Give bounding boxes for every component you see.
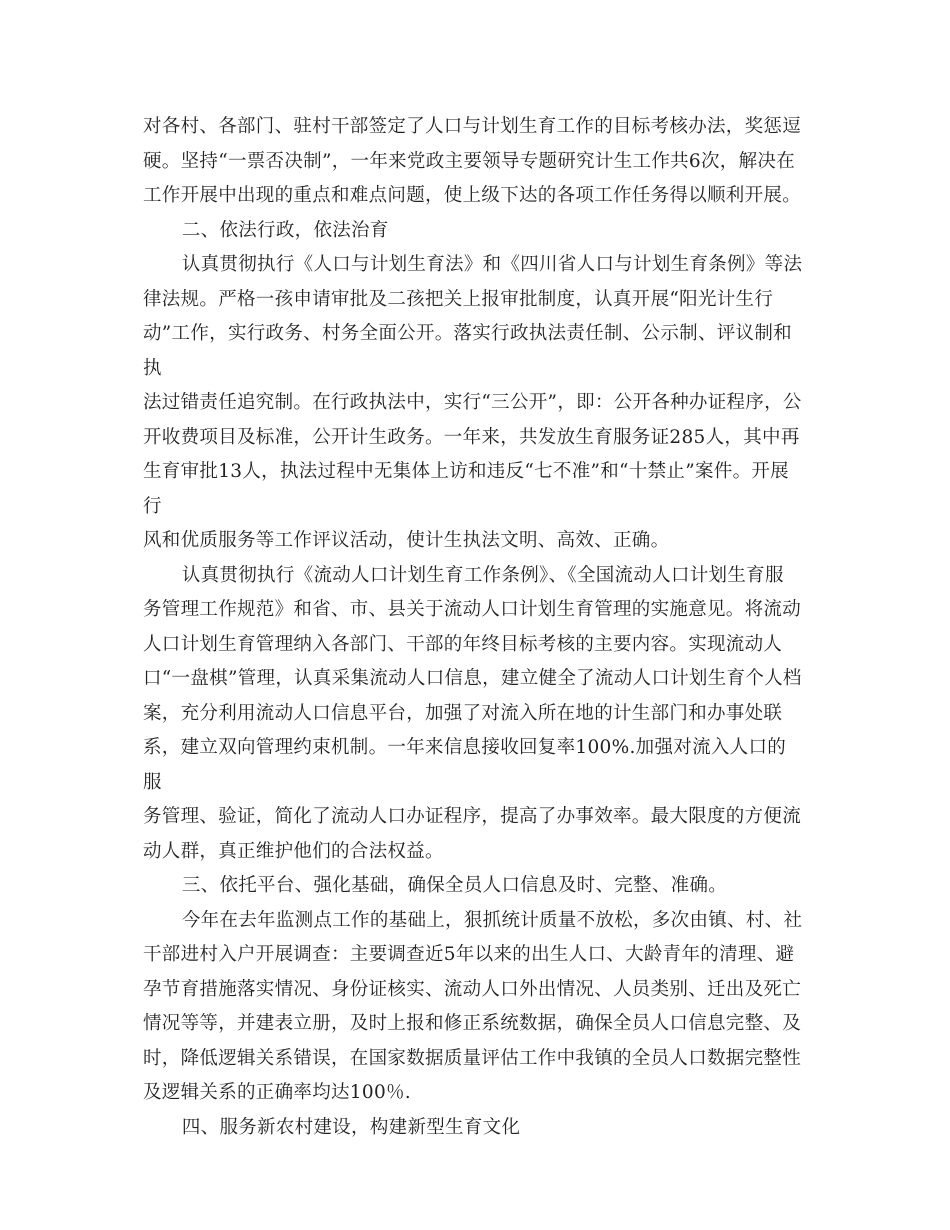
paragraph-statistics: 今年在去年监测点工作的基础上，狠抓统计质量不放松，多次由镇、村、社 干部进村入户开展调查：主要调查近5年以来的出生人口、大龄青年的清理、避 孕节育措施落实情况、身份证核实、流动人口外出情况、人员类别、迁出及死亡 情况等等，并建表立册，及时上报和修正系统数据，确保全员人口信息完整、及 时，降低逻辑关系错误，在国家数据质量评估工作中我镇的全员人口数据完整性 及逻辑关系的正确率均达100％. (143, 909, 803, 1103)
section-heading-3: 三、依托平台、强化基础，确保全员人口信息及时、完整、准确。 (181, 875, 728, 896)
section-heading-2: 二、依法行政，依法治育 (181, 219, 389, 241)
paragraph-law-enforcement: 认真贯彻执行《人口与计划生育法》和《四川省人口与计划生育条例》等法 律法规。严格一孩申请审批及二孩把关上报审批制度，认真开展“阳光计生行 动”工作，实行政务、村务全面公开。落实行政执法责任制、公示制、评议制和执 法过错责任追究制。在行政执法中，实行“三公开”，即：公开各种办证程序，公 开收费项目及标准，公开计生政务。一年来，共发放生育服务证285人，其中再 生育审批13人，执法过程中无集体上访和违反“七不准”和“十禁止”案件。开展行 风和优质服务等工作评议活动，使计生执法文明、高效、正确。 (143, 254, 803, 551)
section-heading-4: 四、服务新农村建设，构建新型生育文化 (181, 1116, 521, 1138)
paragraph-continuation: 对各村、各部门、驻村干部签定了人口与计划生育工作的目标考核办法，奖惩逗 硬。坚持“一票否决制”，一年来党政主要领导专题研究计生工作共6次，解决在 工作开展中出现的重点和难点问题，使上级下达的各项工作任务得以顺利开展。 (143, 116, 802, 206)
document-body (143, 110, 803, 1145)
paragraph-floating-population: 认真贯彻执行《流动人口计划生育工作条例》、《全国流动人口计划生育服 务管理工作规范》和省、市、县关于流动人口计划生育管理的实施意见。将流动 人口计划生育管理纳入各部门、干部的年终目标考核的主要内容。实现流动人 口“一盘棋”管理，认真采集流动人口信息，建立健全了流动人口计划生育个人档 案，充分利用流动人口信息平台，加强了对流入所在地的计生部门和办事处联 系，建立双向管理约束机制。一年来信息接收回复率100%.加强对流入人口的服 务管理、验证，简化了流动人口办证程序，提高了办事效率。最大限度的方便流 动人群，真正维护他们的合法权益。 (143, 564, 802, 862)
